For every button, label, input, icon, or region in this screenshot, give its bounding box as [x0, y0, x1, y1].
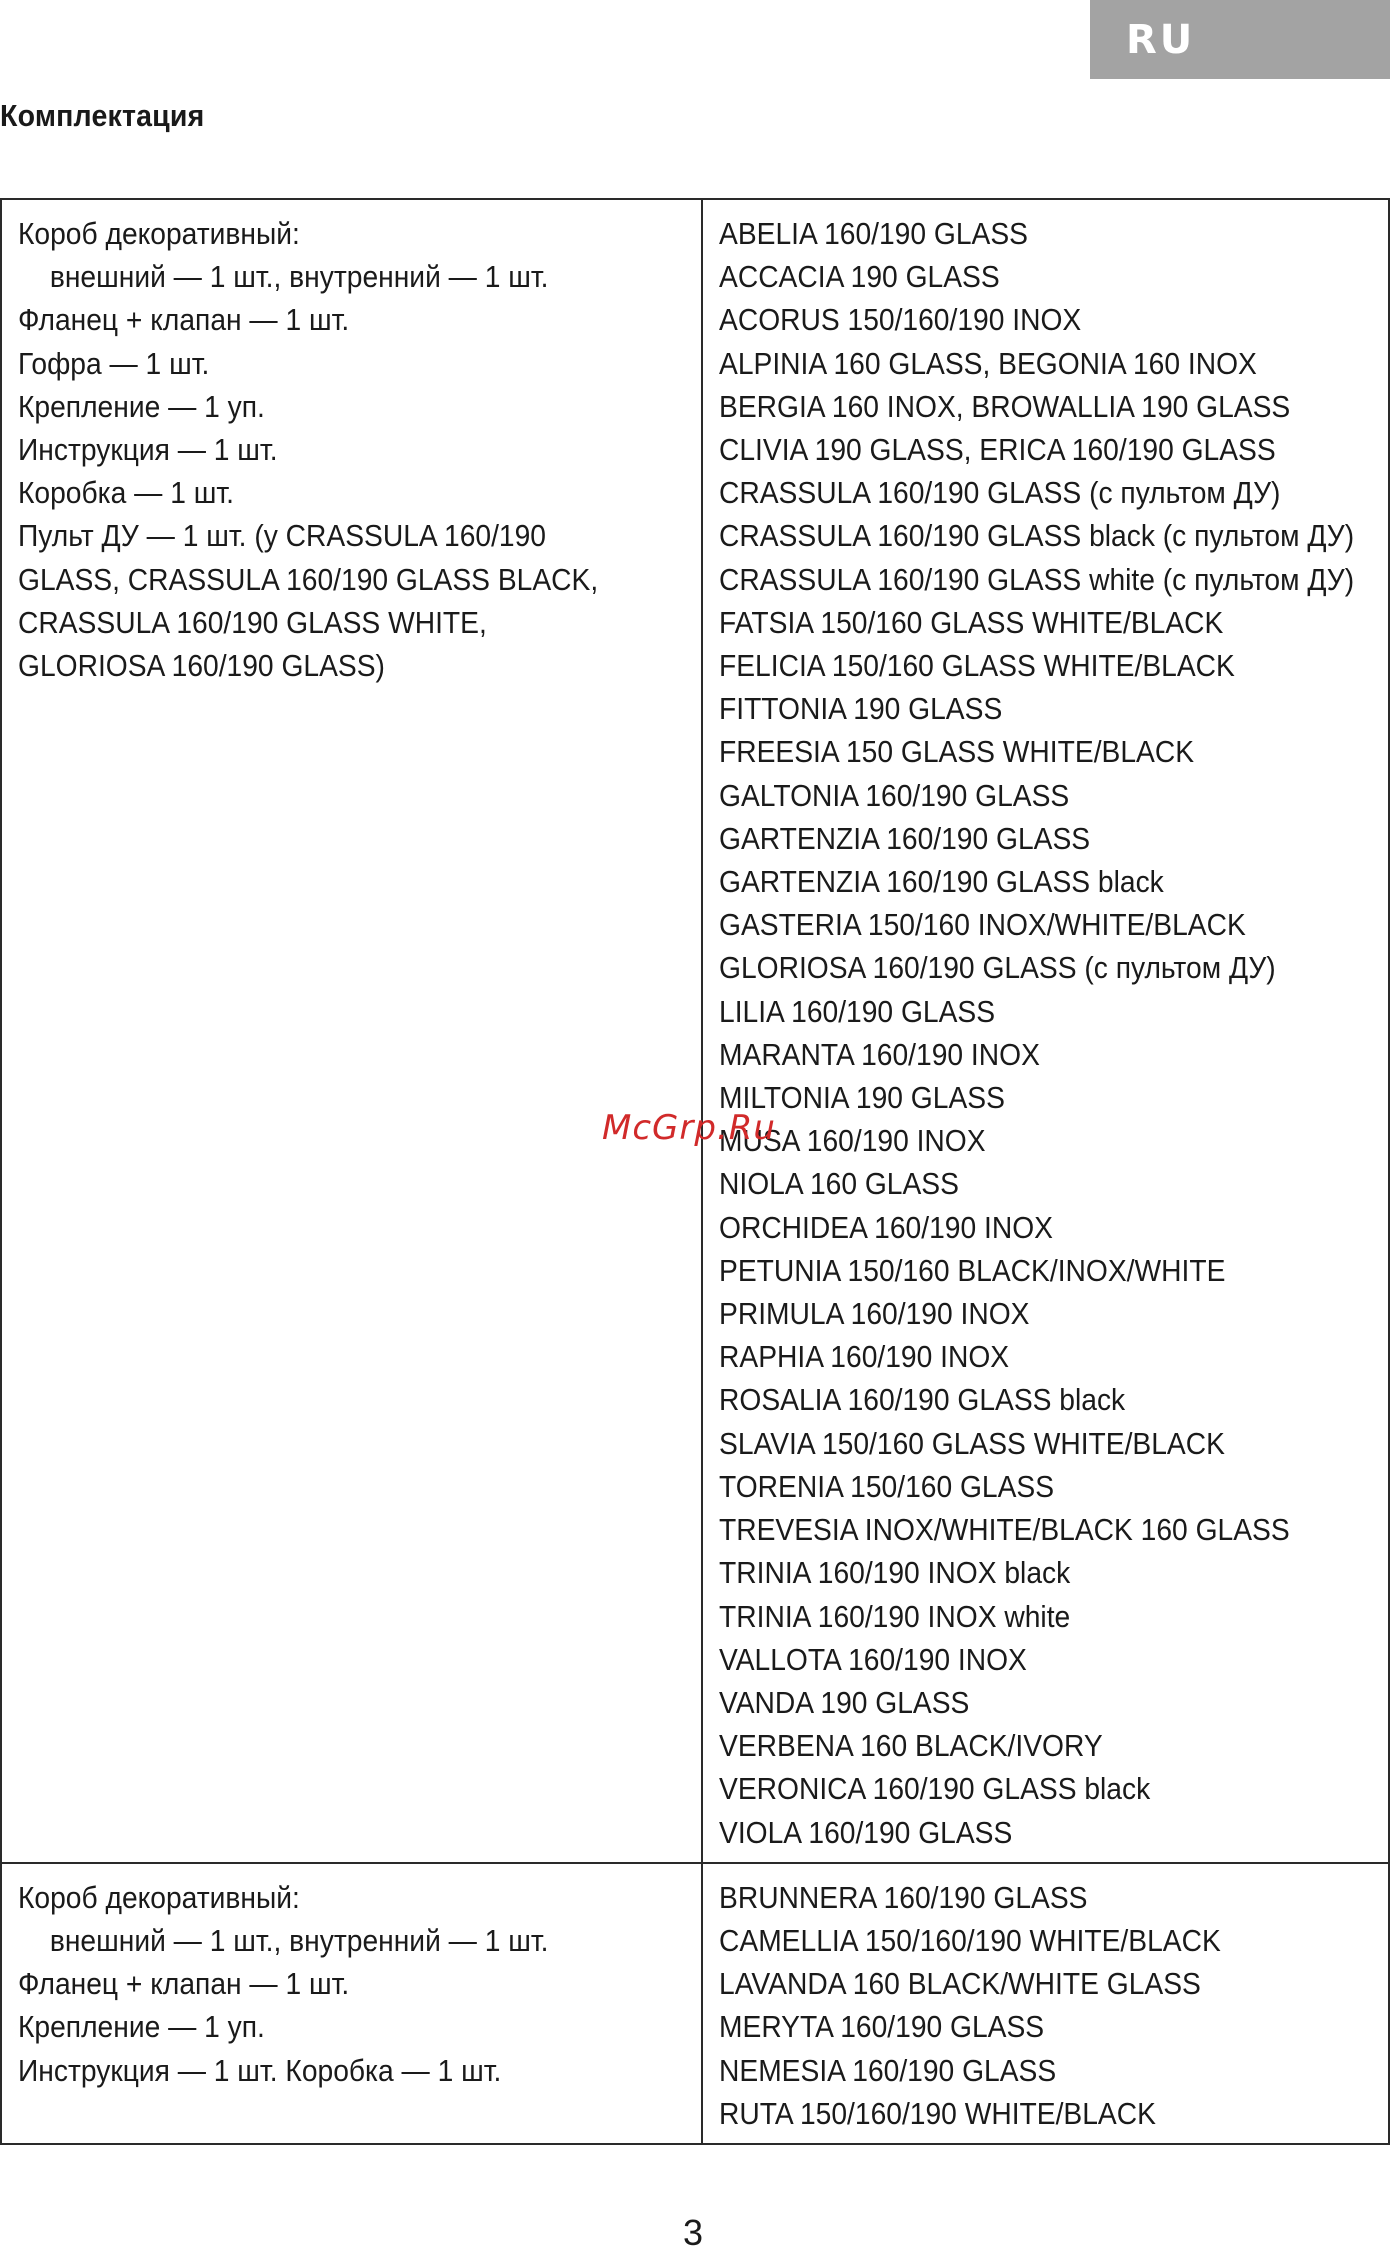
model-name: VERONICA 160/190 GLASS black [719, 1771, 1151, 1807]
model-name: GASTERIA 150/160 INOX/WHITE/BLACK [719, 907, 1246, 943]
contents-table-body [1, 199, 1389, 2144]
model-name: ACCACIA 190 GLASS [719, 259, 1000, 295]
model-name: ROSALIA 160/190 GLASS black [719, 1382, 1126, 1418]
model-name: CRASSULA 160/190 GLASS (с пультом ДУ) [719, 475, 1281, 511]
contents-item: внешний — 1 шт., внутренний — 1 шт. [49, 1922, 549, 1958]
contents-cell-items [1, 199, 702, 1863]
contents-item: Пульт ДУ — 1 шт. (у CRASSULA 160/190 [18, 518, 546, 554]
model-name: PRIMULA 160/190 INOX [719, 1296, 1030, 1332]
model-name: MARANTA 160/190 INOX [719, 1036, 1040, 1072]
model-name: FITTONIA 190 GLASS [719, 691, 1003, 727]
model-name: GLORIOSA 160/190 GLASS (с пультом ДУ) [719, 950, 1276, 986]
model-name: TRINIA 160/190 INOX white [719, 1598, 1071, 1634]
language-label: RU [1126, 16, 1196, 63]
model-name: VERBENA 160 BLACK/IVORY [719, 1728, 1103, 1764]
contents-item: GLASS, CRASSULA 160/190 GLASS BLACK, [18, 561, 599, 597]
model-name: CRASSULA 160/190 GLASS black (с пультом ДУ) [719, 518, 1355, 554]
model-name: FELICIA 150/160 GLASS WHITE/BLACK [719, 648, 1235, 684]
contents-item: Гофра — 1 шт. [18, 345, 210, 381]
page-number: 3 [683, 2212, 704, 2253]
model-name: PETUNIA 150/160 BLACK/INOX/WHITE [719, 1252, 1226, 1288]
contents-item: Инструкция — 1 шт. [18, 432, 278, 468]
model-name: RUTA 150/160/190 WHITE/BLACK [719, 2095, 1156, 2131]
contents-item: Короб декоративный: [18, 1879, 300, 1915]
model-name: MUSA 160/190 INOX [719, 1123, 986, 1159]
model-name: TRINIA 160/190 INOX black [719, 1555, 1071, 1591]
model-name: CAMELLIA 150/160/190 WHITE/BLACK [719, 1922, 1221, 1958]
contents-row [1, 1863, 1389, 2144]
model-name: GARTENZIA 160/190 GLASS black [719, 864, 1164, 900]
model-name: RAPHIA 160/190 INOX [719, 1339, 1010, 1375]
contents-item: Коробка — 1 шт. [18, 475, 234, 511]
model-name: CLIVIA 190 GLASS, ERICA 160/190 GLASS [719, 432, 1276, 468]
model-name: BERGIA 160 INOX, BROWALLIA 190 GLASS [719, 388, 1291, 424]
model-name: TORENIA 150/160 GLASS [719, 1468, 1055, 1504]
page-title: Комплектация [0, 98, 205, 133]
contents-table [0, 198, 1390, 2145]
contents-item: GLORIOSA 160/190 GLASS) [18, 648, 385, 684]
model-name: VANDA 190 GLASS [719, 1684, 970, 1720]
model-name: GALTONIA 160/190 GLASS [719, 777, 1070, 813]
contents-item: Инструкция — 1 шт. Коробка — 1 шт. [18, 2052, 502, 2088]
model-name: SLAVIA 150/160 GLASS WHITE/BLACK [719, 1425, 1225, 1461]
model-name: NEMESIA 160/190 GLASS [719, 2052, 1057, 2088]
model-name: MILTONIA 190 GLASS [719, 1080, 1005, 1116]
model-name: VALLOTA 160/190 INOX [719, 1641, 1027, 1677]
model-name: FREESIA 150 GLASS WHITE/BLACK [719, 734, 1195, 770]
contents-item: CRASSULA 160/190 GLASS WHITE, [18, 604, 487, 640]
contents-cell-items [1, 1863, 702, 2144]
contents-item: Крепление — 1 уп. [18, 388, 265, 424]
contents-cell-models [702, 199, 1389, 1863]
contents-item: Крепление — 1 уп. [18, 2009, 265, 2045]
contents-item: Фланец + клапан — 1 шт. [18, 302, 350, 338]
language-tab [1090, 0, 1390, 79]
model-name: LAVANDA 160 BLACK/WHITE GLASS [719, 1966, 1201, 2002]
model-name: GARTENZIA 160/190 GLASS [719, 820, 1091, 856]
model-name: LILIA 160/190 GLASS [719, 993, 996, 1029]
model-name: CRASSULA 160/190 GLASS white (с пультом ДУ) [719, 561, 1355, 597]
model-name: ORCHIDEA 160/190 INOX [719, 1209, 1053, 1245]
contents-row [1, 199, 1389, 1863]
contents-item: Фланец + клапан — 1 шт. [18, 1966, 350, 2002]
model-name: TREVESIA INOX/WHITE/BLACK 160 GLASS [719, 1512, 1290, 1548]
model-name: VIOLA 160/190 GLASS [719, 1814, 1013, 1850]
model-name: BRUNNERA 160/190 GLASS [719, 1879, 1088, 1915]
model-name: MERYTA 160/190 GLASS [719, 2009, 1045, 2045]
watermark: McGrp.Ru [602, 1108, 776, 1148]
model-name: ACORUS 150/160/190 INOX [719, 302, 1082, 338]
model-name: ALPINIA 160 GLASS, BEGONIA 160 INOX [719, 345, 1257, 381]
model-name: NIOLA 160 GLASS [719, 1166, 959, 1202]
contents-cell-models [702, 1863, 1389, 2144]
model-name: FATSIA 150/160 GLASS WHITE/BLACK [719, 604, 1224, 640]
model-name: ABELIA 160/190 GLASS [719, 216, 1028, 251]
contents-item: Короб декоративный: [18, 216, 300, 251]
contents-item: внешний — 1 шт., внутренний — 1 шт. [49, 259, 549, 295]
